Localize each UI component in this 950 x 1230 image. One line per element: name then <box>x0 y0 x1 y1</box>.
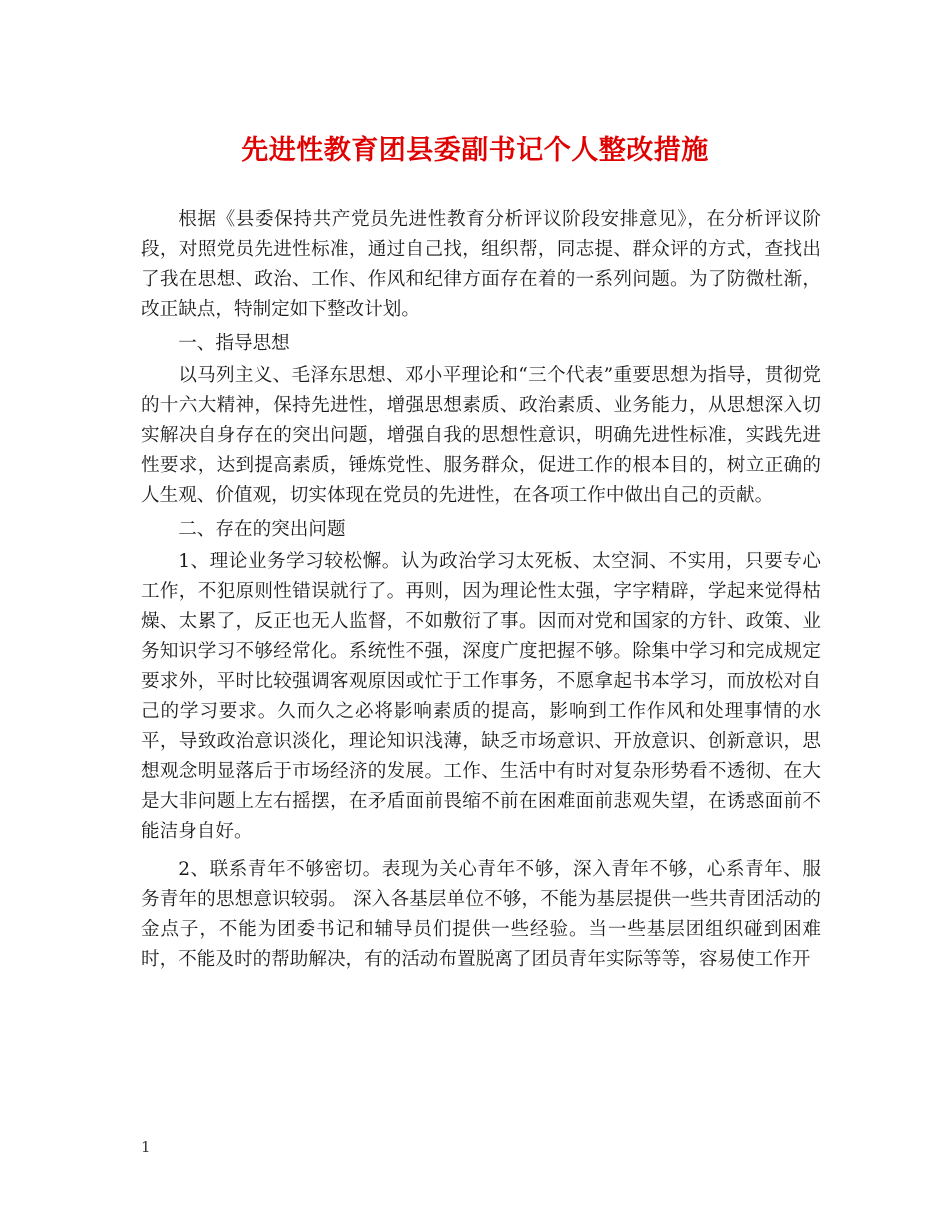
page-number: 1 <box>141 1138 151 1156</box>
problem-2-paragraph: 2、联系青年不够密切。表现为关心青年不够，深入青年不够，心系青年、服务青年的思想意识较弱。 深入各基层单位不够，不能为基层提供一些共青团活动的金点子，不能为团委书记和辅导员们提供一些经验。当一些基层团组织碰到困难时，不能及时的帮助解决，有的活动布置脱离了团员青年实际等等，容易使工作开 <box>141 859 821 970</box>
section-heading-guiding-thought: 一、指导思想 <box>178 333 290 354</box>
document-body <box>141 205 821 975</box>
intro-paragraph: 根据《县委保持共产党员先进性教育分析评议阶段安排意见》，在分析评议阶段，对照党员先进性标准，通过自己找，组织帮，同志提、群众评的方式，查找出了我在思想、政治、工作、作风和纪律方面存在着的一系列问题。为了防微杜渐，改正缺点，特制定如下整改计划。 <box>141 209 821 320</box>
guiding-thought-paragraph: 以马列主义、毛泽东思想、邓小平理论和“三个代表”重要思想为指导，贯彻党的十六大精神，保持先进性，增强思想素质、政治素质、业务能力，从思想深入切实解决自身存在的突出问题，增强自我的思想性意识，明确先进性标准，实践先进性要求，达到提高素质，锤炼党性、服务群众，促进工作的根本目的，树立正确的人生观、价值观，切实体现在党员的先进性，在各项工作中做出自己的贡献。 <box>141 365 821 506</box>
section-heading-problems: 二、存在的突出问题 <box>178 519 346 540</box>
problem-1-paragraph: 1、理论业务学习较松懈。认为政治学习太死板、太空洞、不实用，只要专心工作，不犯原则性错误就行了。再则，因为理论性太强，字字精辟，学起来觉得枯燥、太累了，反正也无人监督，不如敷衍了事。因而对党和国家的方针、政策、业务知识学习不够经常化。系统性不强，深度广度把握不够。除集中学习和完成规定要求外，平时比较强调客观原因或忙于工作事务，不愿拿起书本学习，而放松对自己的学习要求。久而久之必将影响素质的提高，影响到工作作风和处理事情的水平，导致政治意识淡化，理论知识浅薄，缺乏市场意识、开放意识、创新意识，思想观念明显落后于市场经济的发展。工作、生活中有时对复杂形势看不透彻、在大是大非问题上左右摇摆，在矛盾面前畏缩不前在困难面前悲观失望，在诱惑面前不能洁身自好。 <box>141 551 821 842</box>
document-title: 先进性教育团县委副书记个人整改措施 <box>241 135 709 166</box>
